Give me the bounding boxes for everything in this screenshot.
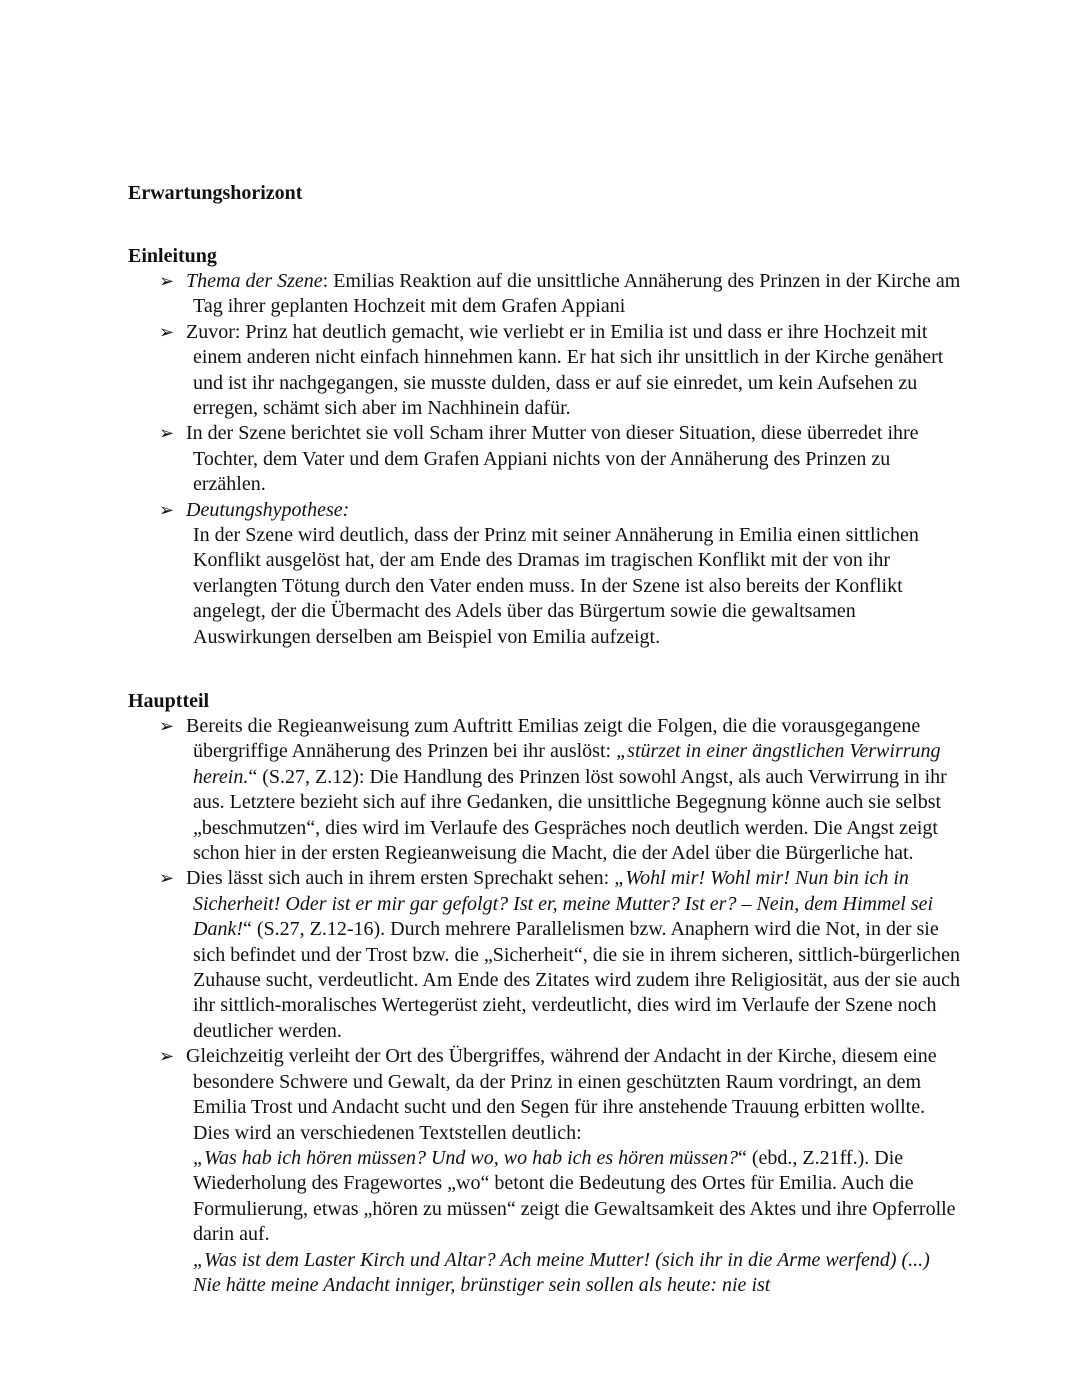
list-item — [0, 421, 961, 497]
bullet-text: Bereits die Regieanweisung zum Auftritt Emilias zeigt die Folgen, die die vorausgegangene übergriffige Annäherung des Prinzen bei ihr auslöst: — [186, 715, 921, 763]
bullet-quote: „Was ist dem Laster Kirch und Altar? Ach meine Mutter! (sich ihr in die Arme werfend) (...) Nie hätte meine Andacht inniger, brünstiger sein sollen als heute: nie ist — [193, 1248, 930, 1296]
einleitung-bullet-list — [0, 269, 961, 650]
list-item — [0, 320, 961, 422]
arrow-bullet-icon: ➢ — [159, 321, 175, 343]
arrow-bullet-icon: ➢ — [159, 716, 175, 737]
hauptteil-bullet-list — [0, 714, 961, 1298]
bullet-text: “ (ebd., Z.21ff.). Die Wiederholung des Fragewortes „wo“ betont die Bedeutung des Ortes für Emilia. Auch die Formulierung, etwas „hören zu müssen“ zeigt die Gewaltsamkeit des Aktes und ihre Opferrolle darin auf. — [193, 1146, 956, 1246]
bullet-italic-lead: Thema der Szene — [186, 270, 323, 292]
bullet-text: Gleichzeitig verleiht der Ort des Übergriffes, während der Andacht in der Kirche, diesem eine besondere Schwere und Gewalt, da der Prinz in einen geschützten Raum vordringt, an dem Emilia Trost und Andacht sucht und den Segen für ihre anstehende Trauung erbitten wollte. Dies wird an verschiedenen Textstellen deutlich: — [186, 1045, 937, 1144]
arrow-bullet-icon: ➢ — [159, 868, 175, 890]
bullet-text: In der Szene berichtet sie voll Scham ihrer Mutter von dieser Situation, diese überredet ihre Tochter, dem Vater und dem Grafen Appiani nichts von der Annäherung des Prinzen zu erzählen. — [186, 422, 919, 496]
list-item — [0, 866, 961, 1044]
bullet-quote: „Was hab ich hören müssen? Und wo, wo hab ich es hören müssen? — [193, 1146, 738, 1169]
bullet-text: Zuvor: Prinz hat deutlich gemacht, wie verliebt er in Emilia ist und dass er ihre Hochzeit mit einem anderen nicht einfach hinnehmen kann. Er hat sich ihr unsittlich in der Kirche genähert und ist ihr nachgegangen, sie musste dulden, dass er auf sie einredet, um kein Aufsehen zu erregen, schämt sich aber im Nachhinein dafür. — [186, 320, 944, 420]
list-item — [0, 269, 961, 320]
document-title: Erwartungshorizont — [128, 182, 303, 204]
bullet-text: “ (S.27, Z.12): Die Handlung des Prinzen löst sowohl Angst, als auch Verwirrung in ihr aus. Letztere bezieht sich auf ihre Gedanken, die unsittliche Begegnung könne auch sie selbst „beschmutzen“, dies wird im Verlaufe des Gespräches noch deutlich werden. Die Angst zeigt schon hier in der ersten Regieanweisung die Macht, die der Adel über die Bürgerliche hat. — [193, 765, 947, 865]
bullet-text: “ (S.27, Z.12-16). Durch mehrere Parallelismen bzw. Anaphern wird die Not, in der sie sich befindet und der Trost bzw. die „Sicherheit“, die sie in ihrem sicheren, sittlich-bürgerlichen Zuhause sucht, verdeutlicht. Am Ende des Zitates wird zudem ihre Religiosität, aus der sie auch ihr sittlich-moralisches Wertegerüst zieht, verdeutlicht, dies wird im Verlaufe der Szene noch deutlicher werden. — [193, 918, 961, 1042]
list-item — [0, 498, 961, 650]
list-item — [0, 714, 961, 866]
arrow-bullet-icon: ➢ — [159, 1046, 175, 1068]
bullet-italic-lead: Deutungshypothese: — [186, 498, 350, 521]
bullet-quote: „Wohl mir! Wohl mir! Nun bin ich in Sicherheit! Oder ist er mir gar gefolgt? Ist er, meine Mutter? Ist er? – Nein, dem Himmel sei Dank! — [193, 867, 934, 941]
section-heading-einleitung: Einleitung — [128, 245, 217, 267]
arrow-bullet-icon: ➢ — [159, 423, 175, 445]
bullet-text: In der Szene wird deutlich, dass der Prinz mit seiner Annäherung in Emilia einen sittlichen Konflikt ausgelöst hat, der am Ende des Dramas im tragischen Konflikt mit der von ihr verlangten Tötung durch den Vater enden muss. In der Szene ist also bereits der Konflikt angelegt, der die Übermacht des Adels über das Bürgertum sowie die gewaltsamen Auswirkungen derselben am Beispiel von Emilia aufzeigt. — [193, 524, 919, 648]
arrow-bullet-icon: ➢ — [159, 499, 175, 521]
bullet-quote: „stürzet in einer ängstlichen Verwirrung herein. — [193, 740, 941, 788]
bullet-text: : Emilias Reaktion auf die unsittliche Annäherung des Prinzen in der Kirche am Tag ihrer geplanten Hochzeit mit dem Grafen Appiani — [193, 270, 961, 318]
arrow-bullet-icon: ➢ — [159, 271, 175, 292]
section-heading-hauptteil: Hauptteil — [128, 690, 210, 712]
bullet-text: Dies lässt sich auch in ihrem ersten Sprechakt sehen: — [186, 867, 615, 890]
list-item — [0, 1044, 961, 1298]
